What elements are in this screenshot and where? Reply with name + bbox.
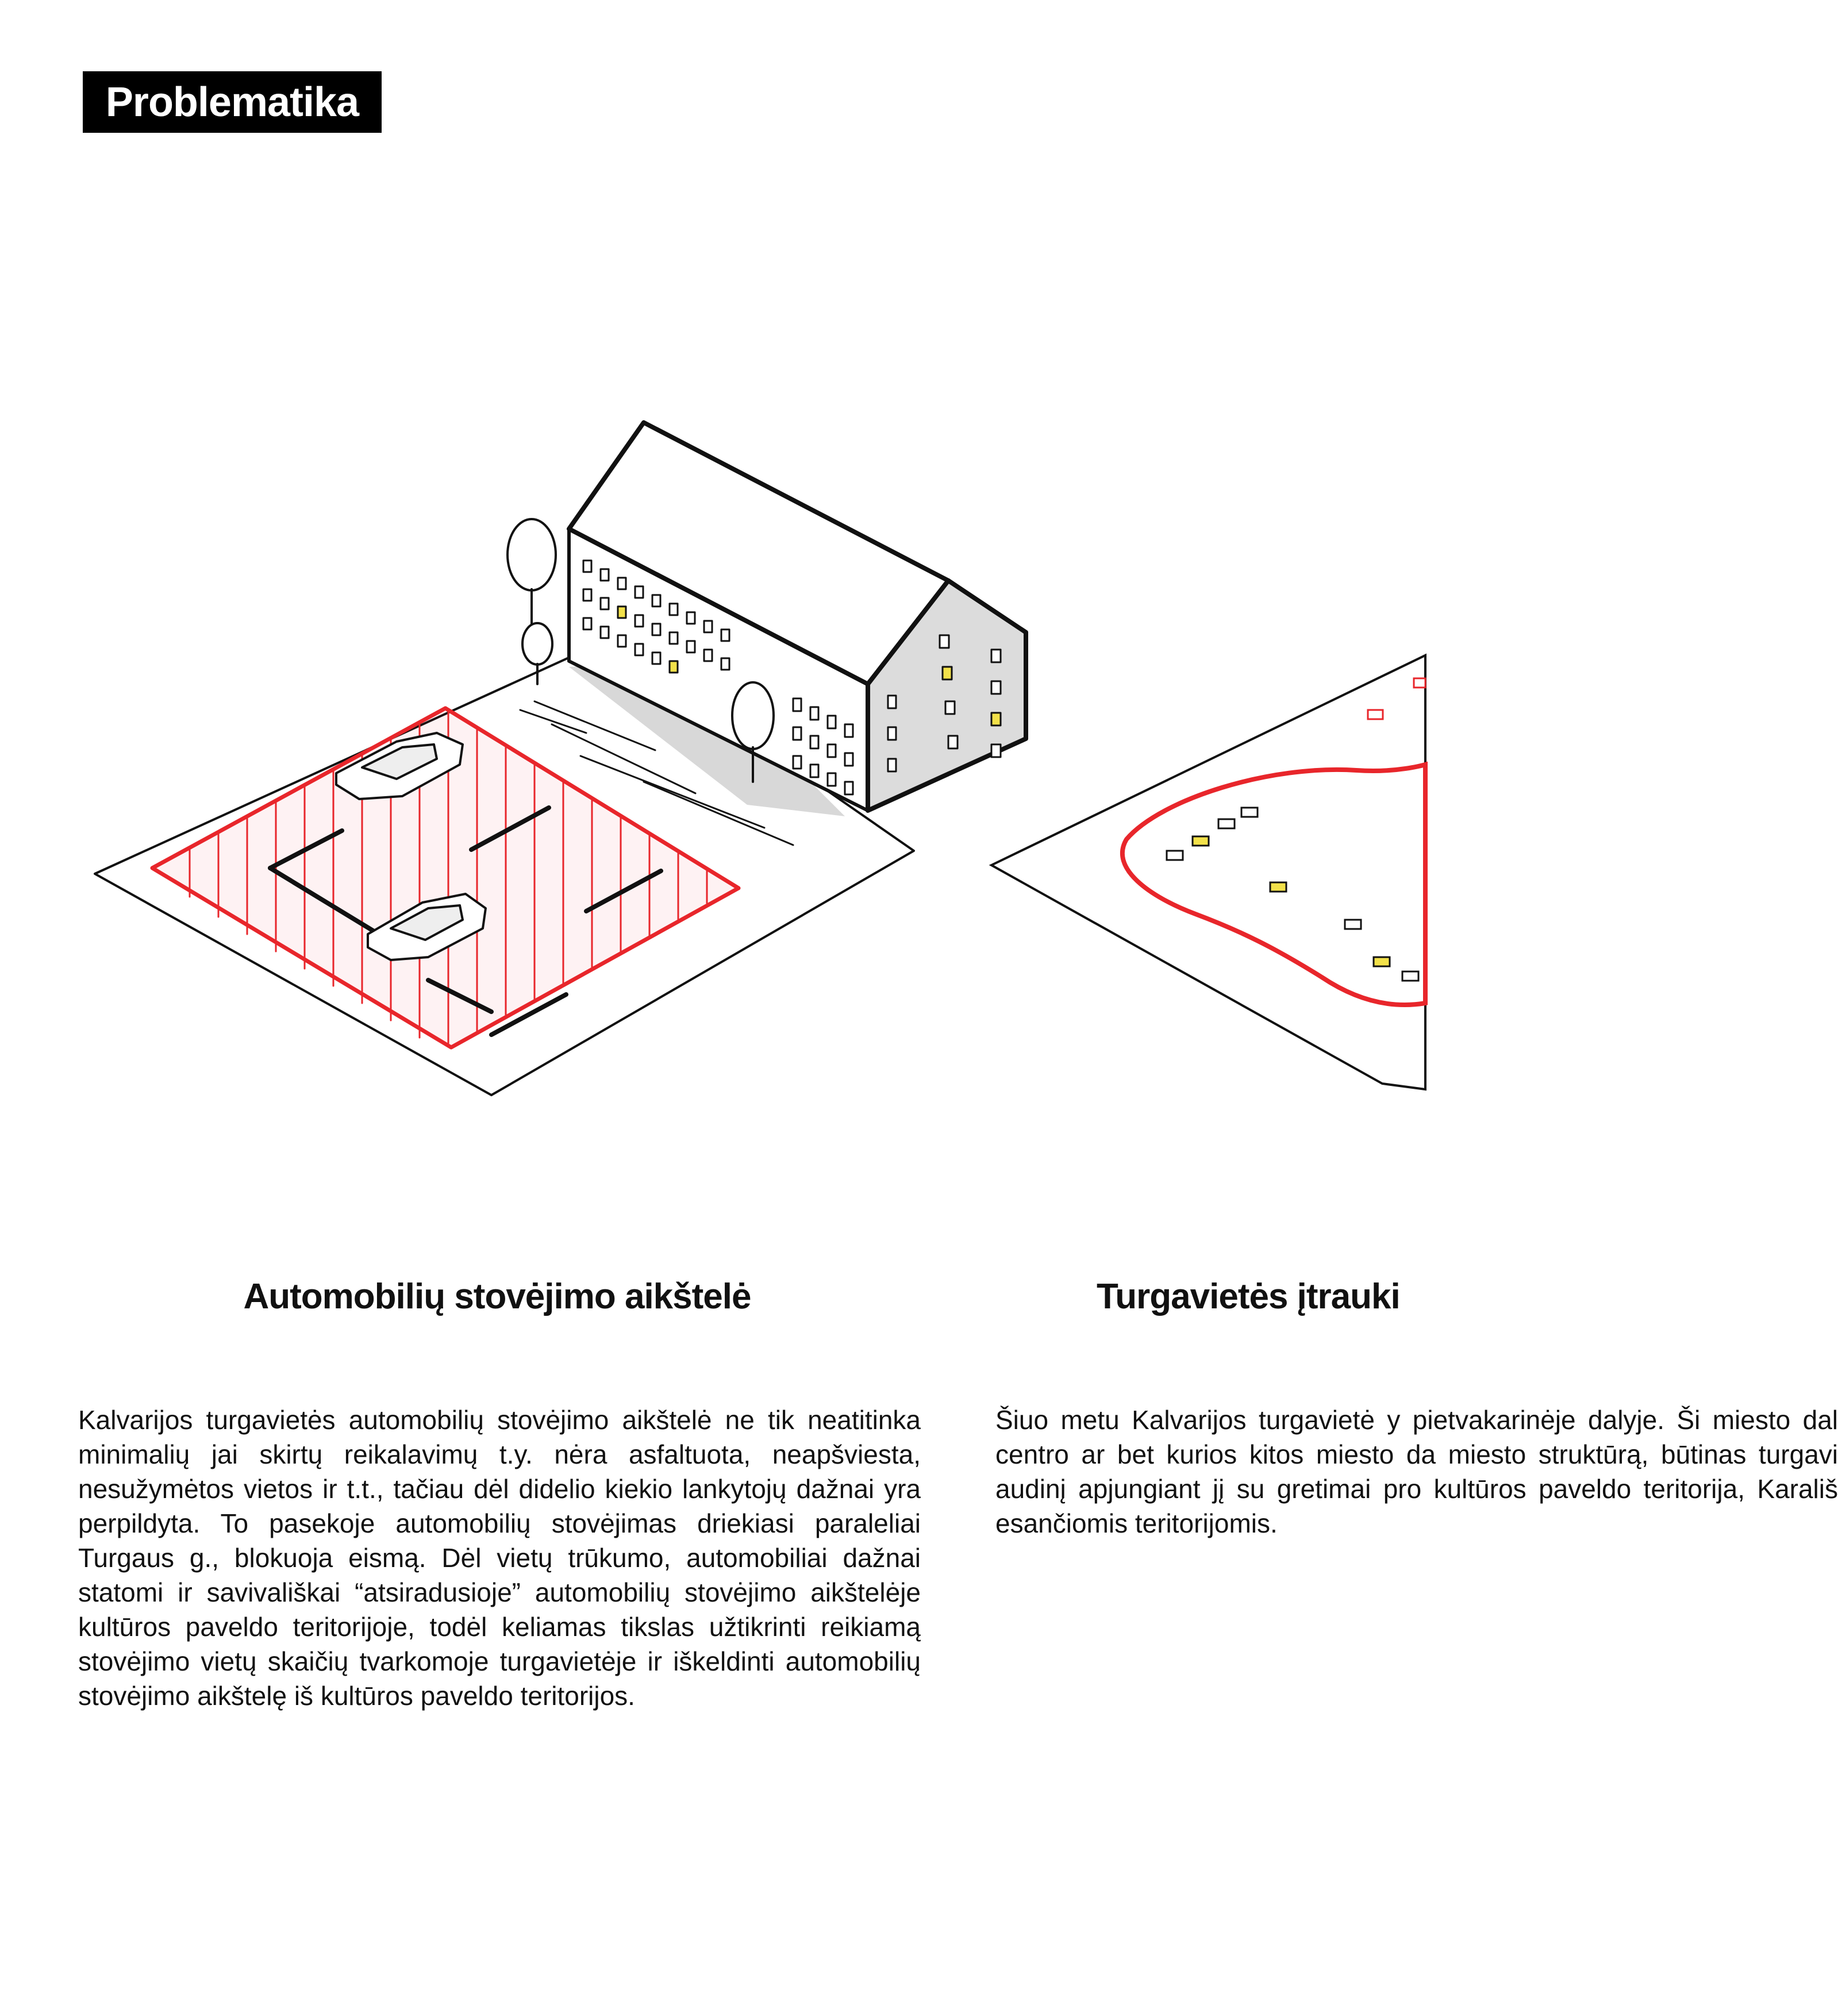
column-title-market: Turgavietės įtrauki	[1097, 1277, 1400, 1316]
column-title-parking: Automobilių stovėjimo aikštelė	[243, 1277, 751, 1316]
ground-plane-right	[991, 655, 1425, 1089]
market-sketch	[991, 655, 1425, 1089]
axonometric-sketch	[0, 0, 1425, 1150]
parking-sketch	[95, 423, 1026, 1095]
column-body-market: Šiuo metu Kalvarijos turgavietė y pietvakarinėje dalyje. Ši miesto dal centro ar bet kurios kitos miesto da miesto struktūrą, būtinas turgavi audinį apjungiant jį su gretimai pro kultūros paveldo teritorija, Karališ esančiomis teritorijomis.	[995, 1405, 1838, 1538]
section-label: Problematika	[83, 71, 382, 133]
column-body-parking: Kalvarijos turgavietės automobilių stovėjimo aikštelė ne tik neatitinka minimalių jai skirtų reikalavimų t.y. nėra asfaltuota, neapšviesta, nesužymėtos vietos ir t.t., tačiau dėl didelio kiekio lankytojų dažnai yra perpildyta. To pasekoje automobilių stovėjimas driekiasi paraleliai Turgaus g., blokuoja eismą. Dėl vietų trūkumo, automobiliai dažnai statomi ir savivališkai “atsiradusioje” automobilių stovėjimo aikštelėje kultūros paveldo teritorijoje, todėl keliamas tikslas užtikrinti reikiamą stovėjimo vietų skaičių tvarkomoje turgavietėje ir iškeldinti automobilių stovėjimo aikštelę iš kultūros paveldo teritorijos.	[78, 1405, 921, 1711]
